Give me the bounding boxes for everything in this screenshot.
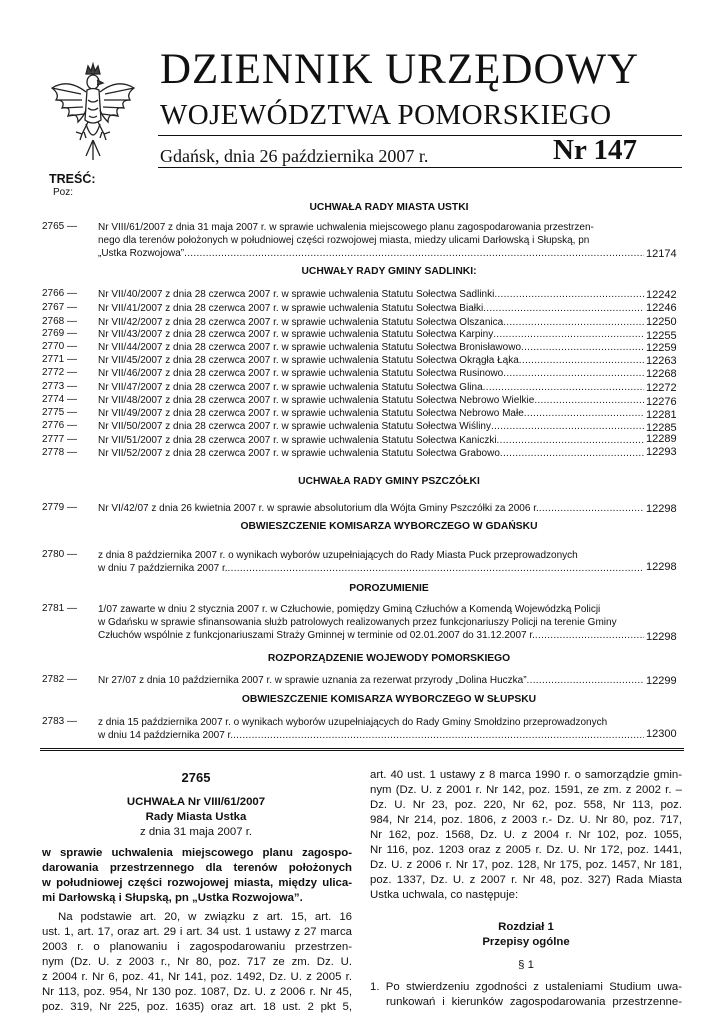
toc-entry — [98, 302, 644, 315]
toc-section-heading: POROZUMIENIE — [349, 583, 429, 594]
toc-entry-number: 2782 — — [42, 674, 78, 685]
act-subject-line: w południowej części rozwojowej miasta, między ulica- — [42, 877, 352, 889]
toc-entry-number: 2778 — — [42, 447, 78, 458]
body-line: Na podstawie art. 20, w związku z art. 15, art. 16 — [58, 911, 352, 923]
toc-entry — [98, 407, 644, 420]
toc-entry-text: z dnia 15 października 2007 r. o wynikach wyborów uzupełniających do Rady Gminy Smołdzino przeprowadzonych — [98, 717, 608, 728]
body-line: nym (Dz. U. z 2003 r., Nr 80, poz. 717 ze zm. Dz. U. — [42, 956, 352, 968]
body-line: z 2004 r. Nr 6, poz. 41, Nr 141, poz. 1492, Dz. U. z 2005 r. — [42, 971, 352, 983]
toc-page-number: 12298 — [646, 631, 677, 643]
toc-page-number: 12259 — [646, 342, 677, 354]
body-line: Ustka uchwala, co następuje: — [370, 889, 519, 901]
toc-entry — [98, 502, 644, 515]
toc-entry-text: Nr VII/41/2007 z dnia 28 czerwca 2007 r. w sprawie uchwalenia Statutu Sołectwa Białki — [98, 303, 484, 314]
body-line: poz. 1337, Dz. U. z 2007 r. Nr 48, poz. 327) Rada Miasta — [370, 874, 682, 886]
toc-entry-text: z dnia 8 października 2007 r. o wynikach wyborów uzupełniających do Rady Miasta Puck przeprowadzonych — [98, 550, 578, 561]
paragraph-mark: § 1 — [518, 959, 534, 971]
toc-section-heading: OBWIESZCZENIE KOMISARZA WYBORCZEGO W GDAŃSKU — [240, 521, 538, 532]
toc-entry-number: 2783 — — [42, 716, 78, 727]
act-title: UCHWAŁA Nr VIII/61/2007 — [126, 796, 266, 808]
toc-entry-number: 2773 — — [42, 381, 78, 392]
body-line: Nr 162, poz. 1568, Dz. U. z 2004 r. Nr 102, poz. 1055, — [370, 829, 682, 841]
toc-entry-number: 2769 — — [42, 328, 78, 339]
toc-entry — [98, 328, 644, 341]
toc-entry-number: 2777 — — [42, 434, 78, 445]
act-date: z dnia 31 maja 2007 r. — [139, 826, 253, 838]
body-line: Dz. U. z 2006 r. Nr 17, poz. 128, Nr 175, poz. 1457, Nr 181, — [370, 859, 682, 871]
toc-page-number: 12289 — [646, 433, 677, 445]
toc-entry — [98, 354, 644, 367]
body-line: runkowań i kierunków zagospodarowania przestrzenne- — [386, 996, 682, 1008]
toc-divider — [40, 748, 684, 751]
toc-entry-number: 2767 — — [42, 302, 78, 313]
toc-entry-text: Nr VII/48/2007 z dnia 28 czerwca 2007 r. w sprawie uchwalenia Statutu Sołectwa Nebrowo Wielkie — [98, 395, 535, 406]
act-issuer: Rady Miasta Ustka — [145, 811, 247, 823]
toc-entry-number: 2779 — — [42, 502, 78, 513]
toc-entry-text: Nr VIII/61/2007 z dnia 31 maja 2007 r. w sprawie uchwalenia miejscowego planu zagospodarowania przestrzen- — [98, 222, 594, 233]
toc-entry — [98, 381, 644, 394]
toc-page-number: 12246 — [646, 302, 677, 314]
poz-label: Poz: — [53, 187, 74, 198]
toc-entry-number: 2776 — — [42, 420, 78, 431]
body-line: 1. Po stwierdzeniu zgodności z ustaleniami Studium uwa- — [370, 981, 682, 993]
eagle-emblem-icon — [46, 60, 140, 164]
toc-entry — [98, 434, 644, 447]
toc-entry-text: Nr VII/46/2007 z dnia 28 czerwca 2007 r. w sprawie uchwalenia Statutu Sołectwa Rusinowo — [98, 368, 504, 379]
toc-entry-text: nego dla terenów położonych w południowej części rozwojowej miasta, miedzy ulicami Darłowską i Słupską, pn — [98, 235, 590, 246]
toc-entry-text: w dniu 7 października 2007 r. — [98, 563, 228, 574]
toc-section-heading: UCHWAŁA RADY MIASTA USTKI — [309, 202, 469, 213]
toc-page-number: 12174 — [646, 248, 677, 260]
toc-entry — [98, 367, 644, 380]
toc-entry-text: 1/07 zawarte w dniu 2 stycznia 2007 r. w Człuchowie, pomiędzy Gminą Człuchów a Komendą Wojewódzką Policji — [98, 604, 601, 615]
body-line: 984, Nr 214, poz. 1806, z 2003 r.- Dz. U. Nr 80, poz. 717, — [370, 814, 682, 826]
toc-entry-text: Nr VII/40/2007 z dnia 28 czerwca 2007 r. w sprawie uchwalenia Statutu Sołectwa Sadlinki — [98, 289, 495, 300]
toc-entry-number: 2771 — — [42, 354, 78, 365]
toc-entry-text: Nr VII/49/2007 z dnia 28 czerwca 2007 r. w sprawie uchwalenia Statutu Sołectwa Nebrowo Małe — [98, 408, 524, 419]
toc-entry-text: Nr 27/07 z dnia 10 października 2007 r. w sprawie uznania za rezerwat przyrody „Dolina Huczka” — [98, 675, 527, 686]
toc-page-number: 12281 — [646, 409, 677, 421]
toc-entry — [98, 288, 644, 301]
toc-entry-number: 2781 — — [42, 603, 78, 614]
toc-entry-text: Nr VII/43/2007 z dnia 28 czerwca 2007 r. w sprawie uchwalenia Statutu Sołectwa Karpiny — [98, 329, 494, 340]
toc-entry — [98, 394, 644, 407]
toc-entry-text: Nr VII/42/2007 z dnia 28 czerwca 2007 r. w sprawie uchwalenia Statutu Sołectwa Olszanica — [98, 317, 504, 328]
body-line: Nr 113, poz. 954, Nr 130 poz. 1087, Dz. U. z 2006 r. Nr 45, — [42, 986, 352, 998]
toc-entry-text: Nr VII/47/2007 z dnia 28 czerwca 2007 r. w sprawie uchwalenia Statutu Sołectwa Glina — [98, 382, 483, 393]
toc-entry — [98, 420, 644, 433]
act-subject-line: w sprawie uchwalenia miejscowego planu zagospo- — [42, 847, 352, 859]
issue-date: Gdańsk, dnia 26 października 2007 r. — [160, 146, 429, 166]
toc-entry-number: 2772 — — [42, 367, 78, 378]
toc-section-heading: UCHWAŁY RADY GMINY SADLINKI: — [301, 266, 477, 277]
toc-page-number: 12285 — [646, 422, 677, 434]
toc-entry-leader — [98, 247, 644, 260]
toc-page-number: 12263 — [646, 355, 677, 367]
toc-entry-text: w dniu 14 października 2007 r. — [98, 730, 234, 741]
toc-entry-text: w Gdańsku w sprawie sfinansowania służb patrolowych realizowanych przez funkcjonariuszy Policji na terenie Gminy — [98, 617, 617, 628]
toc-entry-number: 2765 — — [42, 221, 78, 232]
chapter-title: Przepisy ogólne — [482, 936, 570, 948]
toc-entry-text: Nr VII/50/2007 z dnia 28 czerwca 2007 r. w sprawie uchwalenia Statutu Sołectwa Wiśliny — [98, 421, 491, 432]
body-line: ust. 1, art. 17, oraz art. 29 i art. 34 ust. 1 ustawy z 27 marca — [42, 926, 352, 938]
toc-entry-text: Nr VII/51/2007 z dnia 28 czerwca 2007 r. w sprawie uchwalenia Statutu Sołectwa Kaniczki — [98, 435, 497, 446]
toc-entry-number: 2780 — — [42, 549, 78, 560]
toc-entry-number: 2770 — — [42, 341, 78, 352]
toc-section-heading: ROZPORZĄDZENIE WOJEWODY POMORSKIEGO — [267, 653, 511, 664]
act-subject-line: darowania przestrzennego dla terenów położonych — [42, 862, 352, 874]
journal-title: DZIENNIK URZĘDOWY — [160, 46, 640, 93]
journal-subtitle: WOJEWÓDZTWA POMORSKIEGO — [160, 99, 612, 131]
toc-heading: TREŚĆ: — [49, 172, 96, 186]
body-line: Nr 116, poz. 1203 oraz z 2005 r. Dz. U. Nr 172, poz. 1441, — [370, 844, 682, 856]
toc-entry — [98, 447, 644, 460]
body-line: 2003 r. o planowaniu i zagospodarowaniu przestrzen- — [42, 941, 352, 953]
chapter-number: Rozdział 1 — [498, 921, 554, 933]
article-number: 2765 — [181, 770, 211, 785]
toc-entry-number: 2775 — — [42, 407, 78, 418]
toc-page-number: 12255 — [646, 330, 677, 342]
toc-entry-text: „Ustka Rozwojowa” — [98, 248, 185, 259]
toc-entry-number: 2774 — — [42, 394, 78, 405]
toc-page-number: 12298 — [646, 561, 677, 573]
body-line: Dz. U. Nr 23, poz. 220, Nr 62, poz. 558, Nr 113, poz. — [370, 799, 682, 811]
toc-section-heading: UCHWAŁA RADY GMINY PSZCZÓŁKI — [298, 476, 480, 487]
toc-page-number: 12298 — [646, 503, 677, 515]
toc-page-number: 12272 — [646, 382, 677, 394]
toc-section-heading: OBWIESZCZENIE KOMISARZA WYBORCZEGO W SŁUPSKU — [241, 694, 537, 705]
toc-entry-number: 2768 — — [42, 316, 78, 327]
toc-entry — [98, 629, 644, 642]
toc-entry — [98, 729, 644, 742]
body-line: poz. 319, Nr 225, poz. 1635) oraz art. 18 ust. 2 pkt 5, — [42, 1001, 352, 1013]
toc-page-number: 12300 — [646, 728, 677, 740]
toc-page-number: 12293 — [646, 446, 677, 458]
issue-number: Nr 147 — [553, 134, 638, 166]
toc-page-number: 12242 — [646, 289, 677, 301]
toc-entry-text: Nr VII/44/2007 z dnia 28 czerwca 2007 r. w sprawie uchwalenia Statutu Sołectwa Bronisławowo — [98, 342, 522, 353]
toc-entry — [98, 562, 644, 575]
toc-page-number: 12276 — [646, 396, 677, 408]
act-subject-line: mi Darłowską i Słupską, pn „Ustka Rozwojowa”. — [42, 892, 303, 904]
toc-entry-text: Nr VI/42/07 z dnia 26 kwietnia 2007 r. w sprawie absolutorium dla Wójta Gminy Pszczółki za 2006 r. — [98, 503, 539, 514]
toc-page-number: 12299 — [646, 675, 677, 687]
toc-page-number: 12250 — [646, 316, 677, 328]
toc-entry — [98, 341, 644, 354]
toc-entry-text: Nr VII/45/2007 z dnia 28 czerwca 2007 r. w sprawie uchwalenia Statutu Sołectwa Okrągła Łąka — [98, 355, 519, 366]
toc-page-number: 12268 — [646, 368, 677, 380]
body-line: art. 40 ust. 1 ustawy z 8 marca 1990 r. o samorządzie gmin- — [370, 769, 682, 781]
toc-entry — [98, 674, 644, 687]
toc-entry-text: Człuchów wspólnie z funkcjonariuszami Straży Gminnej w terminie od 02.01.2007 do 31.12.2007 r. — [98, 630, 535, 641]
body-line: nym (Dz. U. z 2001 r. Nr 142, poz. 1591, ze zm. z 2002 r. – — [370, 784, 682, 796]
toc-entry-number: 2766 — — [42, 288, 78, 299]
header-rule-bottom — [158, 167, 682, 168]
toc-entry-text: Nr VII/52/2007 z dnia 28 czerwca 2007 r. w sprawie uchwalenia Statutu Sołectwa Grabowo — [98, 448, 500, 459]
